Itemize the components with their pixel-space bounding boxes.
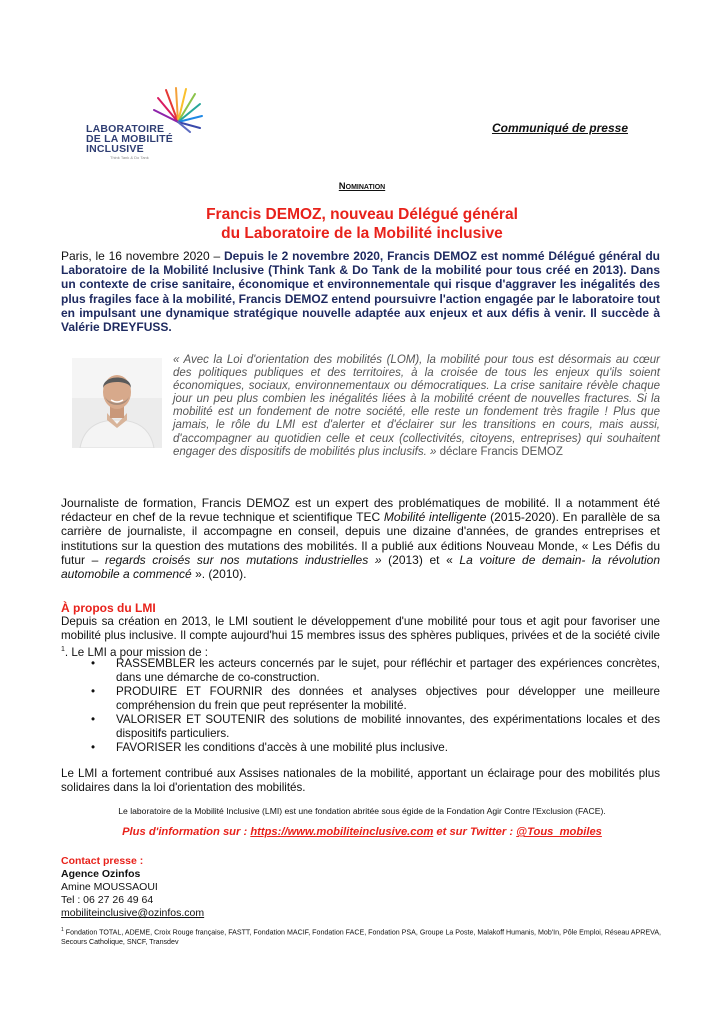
bio-italic-3: La voiture de demain- la révolution automobile a commencé [61, 552, 660, 582]
portrait-photo [72, 358, 162, 448]
dateline: Paris, le 16 novembre 2020 – [61, 249, 224, 263]
fondation-note: Le laboratoire de la Mobilité Inclusive (LMI) est une fondation abritée sous égide de la Fondation Agir Contre l'Exclusion (FACE). [118, 806, 606, 816]
bio-text-1: Journaliste de formation, Francis DEMOZ est un expert des problématiques de mobilité. Il a notamment été rédacteur en chef de la revue technique et scientifique TEC [61, 496, 660, 525]
bio-text-2: (2015-2020). En parallèle de sa carrière de journaliste, il accompagne en conseil, depuis une dizaine d'années, de grandes entreprises et institutions sur la question des mutations des mobilités. Il a publié aux éditions Nouveau Monde, « Les Défis du futur – [61, 510, 661, 567]
about-text-a: Depuis sa création en 2013, le LMI soutient le développement d'une mobilité pour tous et agit pour favoriser une mobilité plus inclusive. Il compte aujourd'hui 15 membres issus des sphères publiques, privées et de la société civile [61, 615, 660, 642]
bullet-icon: • [91, 713, 96, 726]
press-contact [61, 855, 204, 920]
bio-text-4: ». (2010). [191, 567, 247, 582]
more-info-line [0, 826, 724, 838]
title-line-1: Francis DEMOZ, nouveau Délégué général [206, 206, 518, 223]
closing-paragraph: Le LMI a fortement contribué aux Assises nationales de la mobilité, apportant un éclairage pour des mobilités plus solidaires dans la loi d'orientation des mobilités. [61, 767, 660, 794]
category-label [0, 181, 724, 192]
mission-list [61, 657, 660, 755]
list-item [61, 657, 660, 685]
list-item [61, 741, 660, 755]
website-link[interactable]: https://www.mobiliteinclusive.com [250, 826, 434, 838]
mission-text: FAVORISER les conditions d'accès à une mobilité plus inclusive. [116, 741, 448, 754]
lmi-logo [86, 84, 204, 170]
bullet-icon: • [91, 657, 96, 670]
title-line-2: du Laboratoire de la Mobilité inclusive [221, 225, 503, 242]
more-info-middle: et sur Twitter : [433, 826, 517, 838]
more-info-prefix: Plus d'information sur : [122, 826, 251, 838]
about-text-b: . Le LMI a pour mission de : [64, 645, 208, 659]
mission-text: VALORISER ET SOUTENIR des solutions de mobilité innovantes, des expérimentations locales et des dispositifs particuliers. [116, 713, 660, 740]
footnote-ref: 1 [61, 646, 65, 653]
category-text: Nomination [338, 181, 386, 192]
portrait-image [72, 358, 162, 448]
page-title [0, 205, 724, 243]
mission-text: RASSEMBLER les acteurs concernés par le sujet, pour réfléchir et partager des expériences concrètes, dans une démarche de co-construction. [116, 657, 660, 684]
bio-italic-2: regards croisés sur nos mutations industrielles » [104, 552, 382, 567]
footnote-text: Fondation TOTAL, ADEME, Croix Rouge française, FASTT, Fondation MACIF, Fondation FACE, Fondation PSA, Groupe La Poste, Malakoff Humanis, Mob'In, Pôle Emploi, Réseau APREVA, Secours Catholique, SNCF, Transdev [61, 928, 662, 947]
list-item [61, 685, 660, 713]
bullet-icon: • [91, 685, 96, 698]
logo-line-3: INCLUSIVE [86, 143, 144, 155]
bio-text-3: (2013) et « [381, 552, 460, 567]
quote-block [173, 354, 660, 459]
list-item [61, 713, 660, 741]
press-release-label: Communiqué de presse [491, 121, 628, 135]
footnote [61, 925, 666, 947]
bio-italic-1: Mobilité intelligente [383, 510, 487, 525]
mission-text: PRODUIRE ET FOURNIR des données et analyses objectives pour développer une meilleure compréhension du frein que peut représenter la mobilité. [116, 685, 660, 712]
contact-agency: Agence Ozinfos [61, 868, 141, 880]
twitter-link[interactable]: @Tous_mobiles [516, 826, 602, 838]
intro-lead: Depuis le 2 novembre 2020, Francis DEMOZ est nommé Délégué général du Laboratoire de la Mobilité Inclusive (Think Tank & Do Tank de la mobilité pour tous créé en 2013). Dans un contexte de crise sanitaire, économique et environnementale qui risque d'aggraver les inégalités des plus fragiles face à la mobilité, Francis DEMOZ entend poursuivre l'action engagée par le laboratoire tout en impulsant une dynamique stratégique nouvelle adaptée aux enjeux et aux défis à venir. Il succède à Valérie DREYFUSS. [61, 249, 660, 335]
quote-attribution: déclare Francis DEMOZ [436, 445, 563, 458]
contact-email-link[interactable]: mobiliteinclusive@ozinfos.com [61, 907, 205, 919]
footnote-number: 1 [61, 927, 64, 933]
bullet-icon: • [91, 741, 96, 754]
intro-paragraph [61, 249, 660, 334]
about-paragraph [61, 615, 660, 660]
contact-phone: Tel : 06 27 26 49 64 [61, 894, 154, 906]
logo-line-1: LABORATOIRE [86, 123, 165, 135]
contact-label: Contact presse : [61, 855, 144, 867]
contact-name: Amine MOUSSAOUI [61, 881, 158, 893]
quote-text: « Avec la Loi d'orientation des mobilités (LOM), la mobilité pour tous est désormais au cœur des politiques publiques et des territoires, à la croisée de tous les enjeux qu'ils soient économiques, sociaux, environnementaux ou démocratiques. La crise sanitaire révèle chaque jour un peu plus combien les inégalités liées à la mobilité créent de nouvelles fractures. Si la mobilité est un fondement de notre société, elle reste un fondement très fragile ! Plus que jamais, le rôle du LMI est d'alerter et d'éclairer sur les transitions en cours, mais aussi, d'accompagner au quotidien celle et ceux (collectivités, citoyens, entreprises) qui souhaitent engager des dispositifs de mobilités plus inclusifs. » [173, 354, 660, 458]
about-heading: À propos du LMI [61, 601, 156, 615]
logo-tagline: Think Tank & Do Tank [110, 155, 149, 160]
logo-line-2: DE LA MOBILITÉ [86, 133, 173, 145]
bio-paragraph [61, 496, 660, 581]
